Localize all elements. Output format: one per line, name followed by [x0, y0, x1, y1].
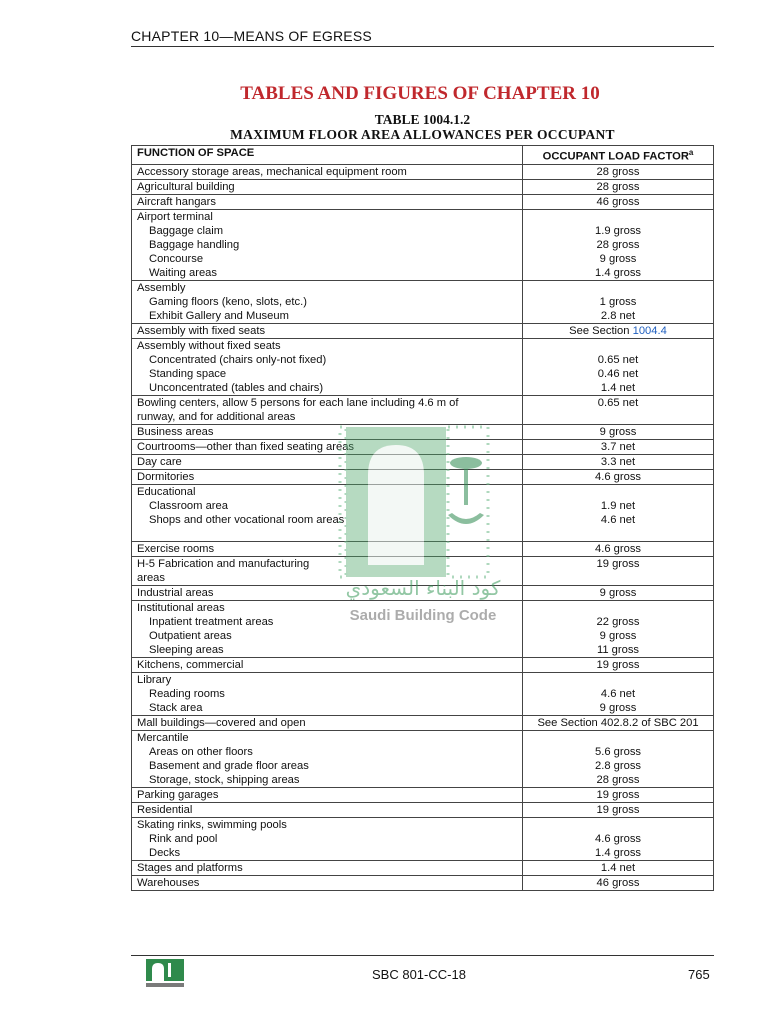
watermark-english: Saudi Building Code: [349, 607, 497, 624]
factor-cell: [523, 484, 714, 541]
function-label: Mercantile: [137, 731, 189, 744]
function-label: Bowling centers, allow 5 persons for each lane including 4.6 m of: [137, 396, 459, 409]
table-row: [132, 875, 714, 890]
table-row: [132, 323, 714, 338]
watermark-arabic: كود البناء السعودي: [345, 576, 501, 600]
factor-blank: [528, 673, 708, 687]
sub-function-label: Exhibit Gallery and Museum: [149, 309, 289, 322]
factor-value: 1.4 gross: [594, 266, 642, 279]
function-cell: [132, 164, 523, 179]
sub-function-label: Baggage claim: [149, 224, 224, 237]
function-cell: [132, 338, 523, 395]
function-label: Residential: [137, 803, 193, 816]
factor-cell: [523, 787, 714, 802]
factor-value: 2.8 gross: [594, 759, 642, 772]
table-row: [132, 802, 714, 817]
column-header-function: FUNCTION OF SPACE: [132, 146, 523, 165]
function-label: Mall buildings—covered and open: [137, 716, 306, 729]
sub-function-label: Areas on other floors: [149, 745, 253, 758]
function-label: Library: [137, 673, 172, 686]
section-title: TABLES AND FIGURES OF CHAPTER 10: [240, 83, 600, 104]
function-label: Stages and platforms: [137, 861, 243, 874]
factor-blank: [528, 210, 708, 224]
table-row: [132, 657, 714, 672]
table-header-row: [132, 146, 714, 165]
page-number: 765: [688, 967, 710, 982]
function-label: Industrial areas: [137, 586, 214, 599]
sbc-logo-icon: [144, 957, 186, 989]
factor-value: 9 gross: [599, 629, 637, 642]
factor-value: See Section 402.8.2 of SBC 201: [537, 716, 699, 729]
function-label: Courtrooms—other than fixed seating areas: [137, 440, 355, 453]
table-row: [132, 715, 714, 730]
table-row: [132, 164, 714, 179]
function-cell: [132, 323, 523, 338]
factor-blank: [528, 281, 708, 295]
factor-cell: [523, 209, 714, 280]
factor-cell: [523, 439, 714, 454]
factor-value: 19 gross: [596, 658, 640, 671]
function-cell: [132, 715, 523, 730]
factor-cell: [523, 715, 714, 730]
factor-cell: [523, 424, 714, 439]
factor-cell: [523, 657, 714, 672]
factor-value: 11 gross: [596, 643, 640, 656]
table-row: [132, 194, 714, 209]
factor-value: 9 gross: [599, 701, 637, 714]
factor-value: 46 gross: [596, 195, 640, 208]
function-label: Dormitories: [137, 470, 195, 483]
factor-value: 1.9 net: [600, 499, 636, 512]
factor-value: 28 gross: [596, 773, 640, 786]
factor-value: 4.6 net: [600, 687, 636, 700]
function-cell: [132, 209, 523, 280]
factor-blank: [528, 731, 708, 745]
sub-function-label: Outpatient areas: [149, 629, 232, 642]
function-label: Business areas: [137, 425, 214, 438]
sub-function-label: Unconcentrated (tables and chairs): [149, 381, 324, 394]
factor-cell: [523, 541, 714, 556]
sub-function-label: Storage, stock, shipping areas: [149, 773, 300, 786]
function-label: Kitchens, commercial: [137, 658, 244, 671]
function-label: Airport terminal: [137, 210, 213, 223]
function-label: Assembly with fixed seats: [137, 324, 266, 337]
factor-value: 19 gross: [596, 803, 640, 816]
table-caption: MAXIMUM FLOOR AREA ALLOWANCES PER OCCUPANT: [230, 127, 615, 142]
factor-value: 4.6 gross: [594, 542, 642, 555]
function-cell: [132, 672, 523, 715]
table-row: [132, 860, 714, 875]
factor-value: 1.4 gross: [594, 846, 642, 859]
factor-value: 19 gross: [596, 557, 640, 570]
header-rule: [131, 46, 714, 47]
footer-rule: [131, 955, 714, 956]
factor-value: 2.8 net: [600, 309, 636, 322]
factor-cell: [523, 672, 714, 715]
factor-cell: [523, 585, 714, 600]
function-label: Assembly: [137, 281, 186, 294]
factor-value: 1.4 net: [600, 381, 636, 394]
factor-cell: [523, 600, 714, 657]
factor-value: [528, 324, 708, 338]
saudi-building-code-watermark: [338, 415, 508, 630]
function-cell: [132, 657, 523, 672]
function-label: runway, and for additional areas: [137, 410, 296, 423]
function-cell: [132, 787, 523, 802]
sub-function-label: Gaming floors (keno, slots, etc.): [149, 295, 307, 308]
factor-cell: [523, 164, 714, 179]
table-row: [132, 787, 714, 802]
sub-function-label: Shops and other vocational room areas: [149, 513, 345, 526]
factor-cell: [523, 817, 714, 860]
function-label: Educational: [137, 485, 196, 498]
function-label: Exercise rooms: [137, 542, 215, 555]
table-row: [132, 209, 714, 280]
see-section-text: See Section: [569, 324, 633, 337]
factor-cell: [523, 556, 714, 585]
factor-cell: [523, 730, 714, 787]
factor-value: 28 gross: [596, 180, 640, 193]
factor-value: 1.9 gross: [594, 224, 642, 237]
function-cell: [132, 194, 523, 209]
factor-cell: [523, 454, 714, 469]
factor-blank: [528, 527, 708, 541]
sub-function-label: Concourse: [149, 252, 204, 265]
sub-function-label: Classroom area: [149, 499, 228, 512]
section-link[interactable]: 1004.4: [632, 324, 667, 337]
function-label: Assembly without fixed seats: [137, 339, 281, 352]
factor-value: 4.6 gross: [594, 832, 642, 845]
factor-value: 3.3 net: [600, 455, 636, 468]
factor-value: 4.6 net: [600, 513, 636, 526]
factor-cell: [523, 280, 714, 323]
function-label: areas: [137, 571, 165, 584]
factor-value: 5.6 gross: [594, 745, 642, 758]
footnote-marker: a: [688, 148, 694, 157]
sub-function-label: Stack area: [149, 701, 203, 714]
factor-blank: [528, 485, 708, 499]
function-cell: [132, 860, 523, 875]
function-cell: [132, 179, 523, 194]
factor-cell: [523, 323, 714, 338]
factor-value: 46 gross: [596, 876, 640, 889]
function-cell: [132, 802, 523, 817]
column-header-factor-label: OCCUPANT LOAD FACTOR: [542, 150, 689, 163]
sub-function-label: Baggage handling: [149, 238, 240, 251]
factor-value: 1 gross: [599, 295, 637, 308]
factor-value: 19 gross: [596, 788, 640, 801]
table-number: TABLE 1004.1.2: [374, 112, 471, 127]
palm-icon: [448, 457, 484, 524]
factor-cell: [523, 860, 714, 875]
chapter-header: CHAPTER 10—MEANS OF EGRESS: [131, 28, 372, 44]
sub-function-label: Sleeping areas: [149, 643, 224, 656]
factor-cell: [523, 395, 714, 424]
sub-function-label: Inpatient treatment areas: [149, 615, 274, 628]
factor-value: 1.4 net: [600, 861, 636, 874]
factor-cell: [523, 469, 714, 484]
function-label: Aircraft hangars: [137, 195, 216, 208]
sub-function-label: Reading rooms: [149, 687, 225, 700]
factor-value: 0.65 net: [597, 396, 639, 409]
factor-blank: [528, 818, 708, 832]
footer-code: SBC 801-CC-18: [372, 967, 466, 982]
function-label: Institutional areas: [137, 601, 225, 614]
factor-cell: [523, 338, 714, 395]
sub-function-label: Basement and grade floor areas: [149, 759, 309, 772]
function-label: Day care: [137, 455, 182, 468]
table-row: [132, 817, 714, 860]
sub-function-label: Waiting areas: [149, 266, 217, 279]
factor-value: 9 gross: [599, 425, 637, 438]
table-row: [132, 280, 714, 323]
sub-function-label: Concentrated (chairs only-not fixed): [149, 353, 327, 366]
function-label: Agricultural building: [137, 180, 235, 193]
factor-blank: [528, 339, 708, 353]
function-cell: [132, 817, 523, 860]
factor-value: 28 gross: [596, 165, 640, 178]
factor-cell: [523, 179, 714, 194]
table-row: [132, 730, 714, 787]
factor-value: 22 gross: [596, 615, 640, 628]
factor-blank: [528, 601, 708, 615]
function-label: Warehouses: [137, 876, 200, 889]
factor-value: 4.6 gross: [594, 470, 642, 483]
column-header-factor: [523, 146, 714, 165]
function-label: Accessory storage areas, mechanical equipment room: [137, 165, 407, 178]
function-label: Parking garages: [137, 788, 219, 801]
function-cell: [132, 730, 523, 787]
function-label: H-5 Fabrication and manufacturing: [137, 557, 310, 570]
table-row: [132, 672, 714, 715]
factor-cell: [523, 875, 714, 890]
sub-function-label: Standing space: [149, 367, 227, 380]
function-cell: [132, 875, 523, 890]
factor-value: 3.7 net: [600, 440, 636, 453]
function-cell: [132, 280, 523, 323]
factor-cell: [523, 194, 714, 209]
factor-value: 9 gross: [599, 586, 637, 599]
factor-cell: [523, 802, 714, 817]
sub-function-label: Rink and pool: [149, 832, 218, 845]
factor-value: 9 gross: [599, 252, 637, 265]
table-row: [132, 179, 714, 194]
table-row: [132, 338, 714, 395]
factor-value: 28 gross: [596, 238, 640, 251]
sub-function-label: Decks: [149, 846, 181, 859]
function-label: Skating rinks, swimming pools: [137, 818, 287, 831]
factor-value: 0.46 net: [597, 367, 639, 380]
factor-value: 0.65 net: [597, 353, 639, 366]
